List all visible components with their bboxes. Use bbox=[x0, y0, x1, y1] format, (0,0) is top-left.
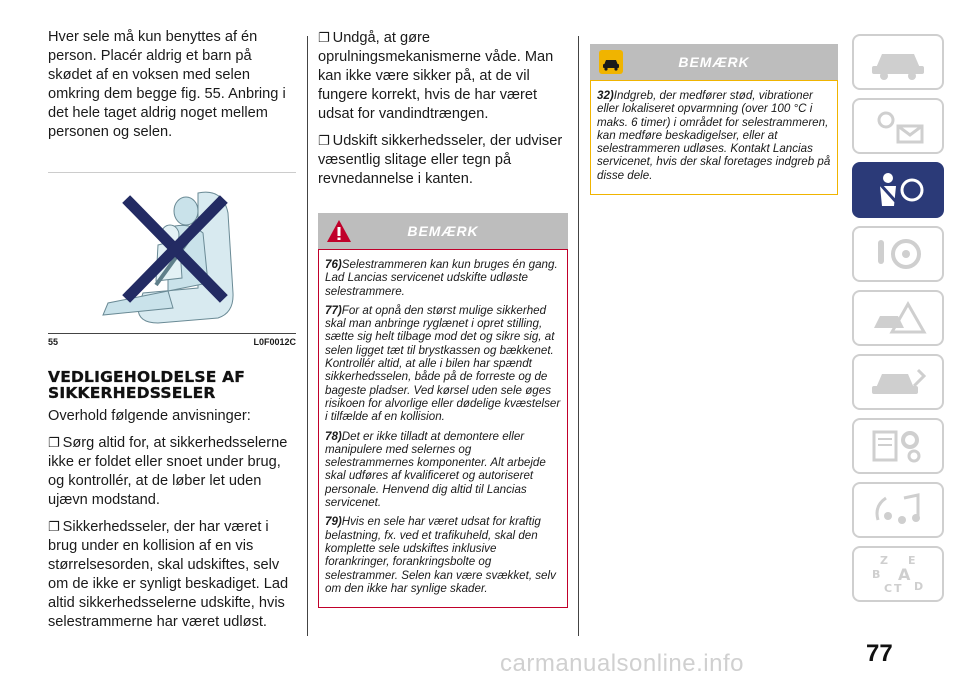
checkbox-icon: ❐ bbox=[318, 133, 330, 148]
warning-note-header bbox=[318, 213, 568, 249]
warning-note-title: BEMÆRK bbox=[407, 223, 479, 239]
svg-text:D: D bbox=[914, 580, 924, 593]
caution-note-title: BEMÆRK bbox=[678, 54, 750, 70]
note-number: 77) bbox=[325, 303, 342, 317]
note-item bbox=[597, 89, 832, 182]
checkbox-icon: ❐ bbox=[318, 30, 330, 45]
key-steering-wheel-icon bbox=[868, 234, 928, 274]
warning-note bbox=[318, 213, 568, 608]
checkbox-icon: ❐ bbox=[48, 435, 60, 450]
note-item bbox=[325, 430, 562, 510]
note-item bbox=[325, 258, 562, 298]
caution-note bbox=[590, 44, 838, 195]
column-divider bbox=[578, 36, 579, 636]
checklist-item-text: Sikkerhedsseler, der har været i brug under en kollision af en vis størrelsesorden, skal udskiftes, selv om de ikke er synligt beskadiget. Lad altid sikkerhedsselerne udskifte, hvis selestrammerne har været udløst. bbox=[48, 519, 289, 630]
car-maintenance-icon bbox=[868, 362, 928, 402]
child-on-lap-illustration bbox=[48, 173, 296, 333]
svg-text:E: E bbox=[908, 554, 916, 567]
caution-note-body bbox=[590, 80, 838, 195]
checklist-item-text: Undgå, at gøre oprulningsmekanismerne våde. Man kan ikke være sikker på, at de vil fungere korrekt, hvis de har været udsat for vandindtrængen. bbox=[318, 30, 554, 122]
figure-code: L0F0012C bbox=[253, 337, 296, 347]
tab-emergency[interactable] bbox=[852, 290, 944, 346]
tab-car[interactable] bbox=[852, 34, 944, 90]
note-text: Selestrammeren kan kun bruges én gang. Lad Lancias servicenet udskifte udløste selestrammere. bbox=[325, 258, 558, 298]
note-text: Hvis en sele har været udsat for kraftig belastning, fx. ved et trafikuheld, skal den komplette sele udskiftes inklusive forankringer, forankringsbolte og selestrammer. Selen kan være svækket, selv om den ikke har synlige skader. bbox=[325, 515, 556, 595]
watermark: carmanualsonline.info bbox=[500, 650, 744, 677]
svg-text:T: T bbox=[894, 582, 902, 595]
checklist-item-text: Sørg altid for, at sikkerhedsselerne ikke er foldet eller snoet under brug, og kontrollér, at de løber let uden ujævn modstand. bbox=[48, 435, 288, 508]
column-divider bbox=[307, 36, 308, 636]
intro-paragraph: Hver sele må kun benyttes af én person. Placér aldrig et barn på skødet af en voksen med selen omkring dem begge fig. 55. Anbring i det hele taget aldrig noget mellem personen og selen. bbox=[48, 29, 286, 140]
svg-text:C: C bbox=[884, 582, 893, 595]
middle-column bbox=[318, 28, 568, 608]
note-number: 76) bbox=[325, 258, 342, 271]
chapter-tabs bbox=[852, 34, 944, 610]
note-text: Det er ikke tilladt at demontere eller manipulere med selernes og selestrammernes komponenter. Alt arbejde skal udføres af kvalificeret og autoriseret personale. Henvend dig altid til Lancias servicenet. bbox=[325, 429, 546, 510]
right-column bbox=[590, 44, 838, 195]
note-text: For at opnå den størst mulige sikkerhed skal man anbringe ryglænet i opret stilling, sætte sig helt tilbage mod det og sikre sig, at selen ligget tæt til brystkassen og bækkenet. Kontrollér altid, at alle i bilen har spændt sikkerhedsselen, både på de forreste og de bageste pladser. Ved kørsel uden sele øges risikoen for alvorlige eller dødelige kvæstelser i tilfælde af en kollision. bbox=[325, 303, 561, 424]
car-icon bbox=[868, 42, 928, 82]
checklist-item bbox=[48, 433, 296, 510]
warning-note-body bbox=[318, 249, 568, 608]
dashboard-lights-icon bbox=[868, 106, 928, 146]
caution-note-header bbox=[590, 44, 838, 80]
checklist-item bbox=[318, 28, 568, 124]
car-caution-icon bbox=[598, 49, 624, 75]
checkbox-icon: ❐ bbox=[48, 519, 60, 534]
danger-triangle-icon bbox=[326, 218, 352, 244]
note-number: 32) bbox=[597, 89, 614, 102]
section-heading-line1: VEDLIGEHOLDELSE AF bbox=[48, 368, 246, 386]
checklist-item bbox=[48, 517, 296, 632]
figure-number: 55 bbox=[48, 337, 59, 347]
figure-55 bbox=[48, 172, 296, 334]
tab-index[interactable] bbox=[852, 546, 944, 602]
checklist-item bbox=[318, 131, 568, 189]
warning-crash-icon bbox=[868, 298, 928, 338]
note-number: 79) bbox=[325, 515, 342, 529]
svg-text:Z: Z bbox=[880, 554, 888, 567]
note-item bbox=[325, 304, 562, 424]
seatbelt-airbag-icon bbox=[868, 170, 928, 210]
page-number: 77 bbox=[866, 640, 893, 667]
multimedia-icon bbox=[868, 490, 928, 530]
tab-starting-driving[interactable] bbox=[852, 226, 944, 282]
svg-text:A: A bbox=[898, 565, 911, 584]
figure-caption bbox=[48, 337, 296, 347]
checklist-item-text: Udskift sikkerhedsseler, der udviser væsentlig slitage eller tegn på revnedannelse i kanten. bbox=[318, 133, 563, 187]
specifications-gears-icon bbox=[868, 426, 928, 466]
tab-dashboard-lights[interactable] bbox=[852, 98, 944, 154]
left-column bbox=[48, 28, 296, 639]
svg-text:B: B bbox=[872, 568, 881, 581]
lead-paragraph: Overhold følgende anvisninger: bbox=[48, 408, 251, 424]
section-heading bbox=[48, 369, 296, 401]
tab-multimedia[interactable] bbox=[852, 482, 944, 538]
tab-safety[interactable] bbox=[852, 162, 944, 218]
note-item bbox=[325, 515, 562, 595]
note-number: 78) bbox=[325, 429, 342, 443]
note-text: Indgreb, der medfører stød, vibrationer eller lokaliseret opvarmning (over 100 °C i maks. 6 timer) i området for selestrammeren, kan medføre beskadigelser, eller at selestrammeren udløses. Kontakt Lancias servicenet, hvis der skal foretages indgreb på disse dele. bbox=[597, 89, 831, 182]
tab-specifications[interactable] bbox=[852, 418, 944, 474]
alphabetical-index-icon bbox=[868, 552, 928, 596]
section-heading-line2: SIKKERHEDSSELER bbox=[48, 384, 216, 402]
tab-maintenance[interactable] bbox=[852, 354, 944, 410]
